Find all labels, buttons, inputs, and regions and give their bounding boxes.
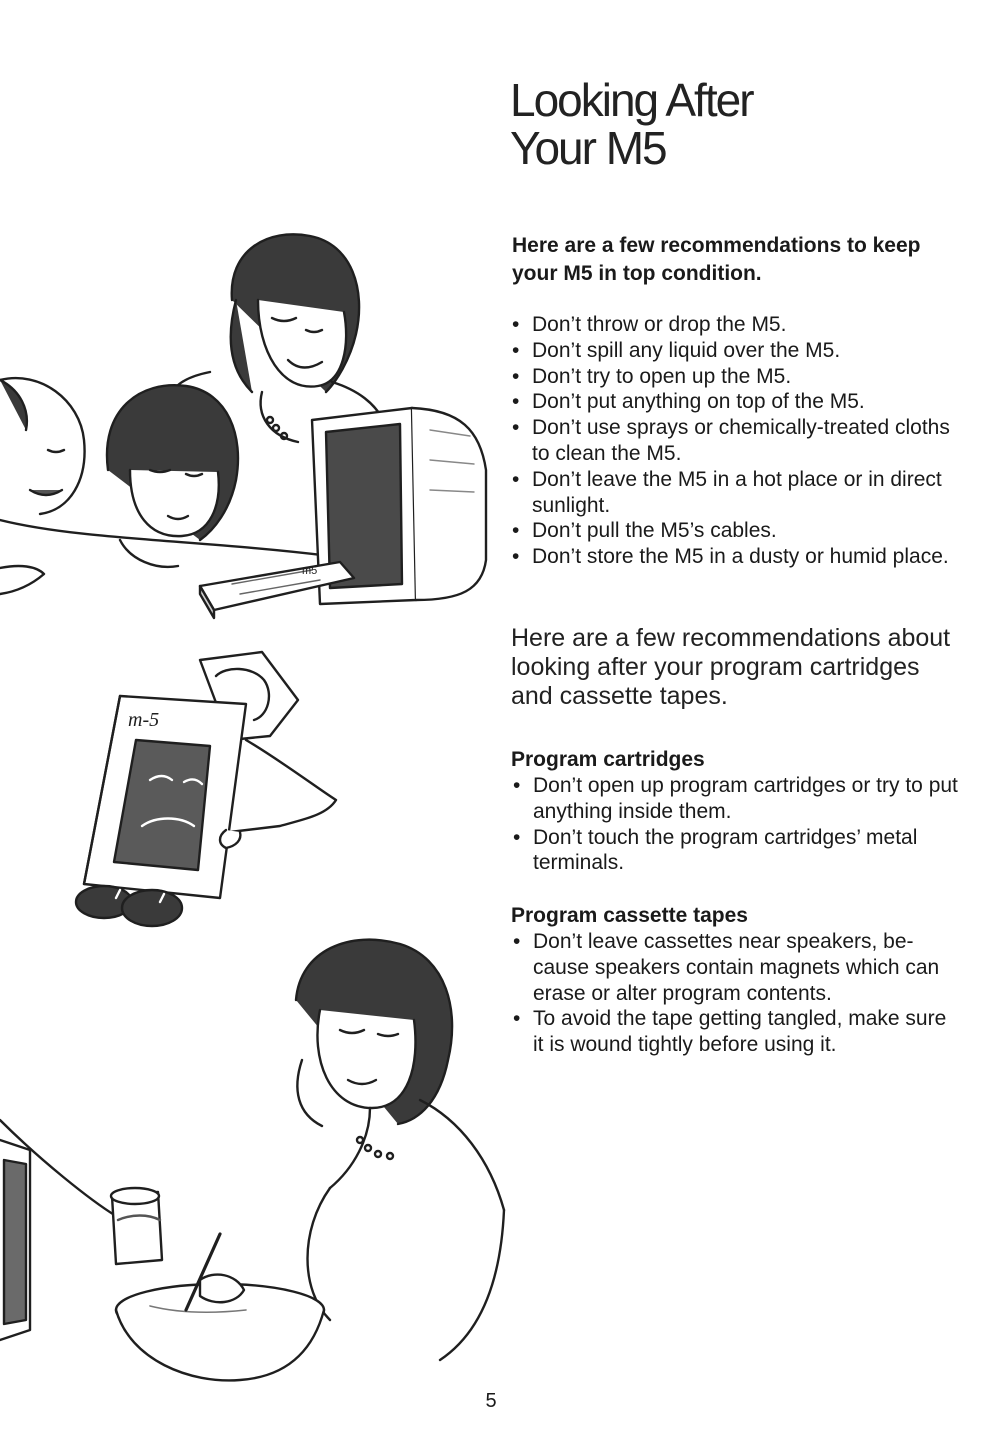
cartridges-heading: Program cartridges [511, 748, 705, 771]
boy-figure [0, 378, 85, 514]
cartridges-section [511, 747, 961, 876]
title-line-1: Looking After [510, 74, 753, 126]
list-item: • Don’t leave cassettes near speakers, be-cause speakers contain magnets which can erase or alter program contents. [511, 929, 961, 1006]
list-item: • Don’t use sprays or chemically-treated cloths to clean the M5. [510, 415, 950, 467]
list-item: • To avoid the tape getting tangled, make sure it is wound tightly before using it. [511, 1006, 961, 1058]
list-item: • Don’t put anything on top of the M5. [510, 389, 950, 415]
child-arm [0, 566, 44, 594]
keyboard-label: m5 [302, 565, 318, 577]
list-item: • Don’t touch the program cartridges’ metal terminals. [511, 825, 961, 877]
page-title [510, 76, 970, 172]
m5-care-list [510, 312, 950, 570]
cartridge-label: m-5 [128, 709, 160, 731]
cartridge-character [76, 652, 336, 926]
list-item: • Don’t throw or drop the M5. [510, 312, 950, 338]
media-intro: Here are a few recommendations about looking after your program cartridges and cassette tapes. [511, 624, 951, 710]
title-line-2: Your M5 [510, 122, 666, 174]
list-item: • Don’t open up program cartridges or try to put anything inside them. [511, 773, 961, 825]
list-item: • Don’t leave the M5 in a hot place or in direct sunlight. [510, 467, 950, 519]
cassettes-section [511, 903, 961, 1058]
list-item: • Don’t spill any liquid over the M5. [510, 338, 950, 364]
list-item: • Don’t pull the M5’s cables. [510, 518, 950, 544]
list-item: • Don’t try to open up the M5. [510, 364, 950, 390]
page-number: 5 [485, 1390, 497, 1412]
list-item: • Don’t store the M5 in a dusty or humid place. [510, 544, 950, 570]
cassettes-heading: Program cassette tapes [511, 904, 748, 927]
intro-text: Here are a few recommendations to keep your M5 in top condition. [512, 234, 921, 285]
cartridges-list [511, 773, 961, 876]
cassettes-list [511, 929, 961, 1058]
girl-figure [107, 385, 238, 567]
woman-figure [296, 940, 504, 1360]
